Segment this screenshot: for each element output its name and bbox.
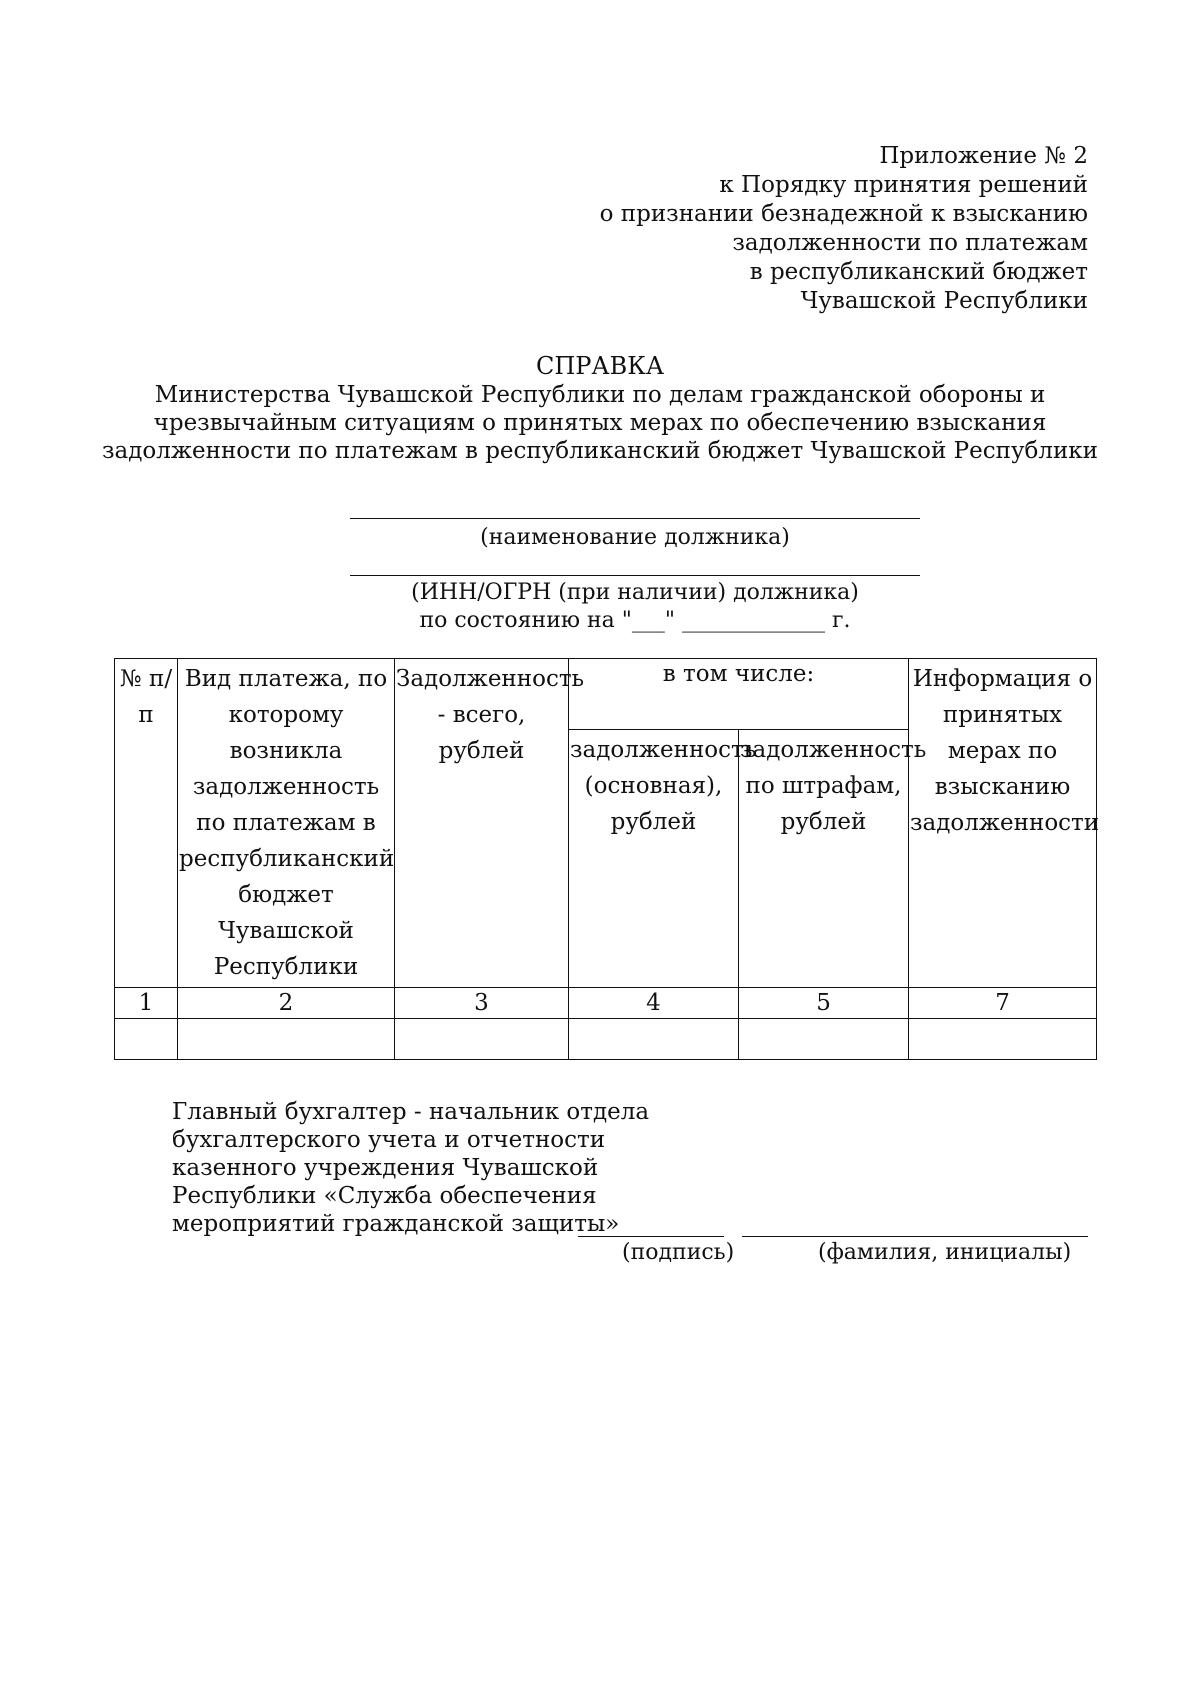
signature-block xyxy=(172,1098,649,1238)
signature-caption: (подпись) xyxy=(622,1240,735,1265)
signatory-line: казенного учреждения Чувашской xyxy=(172,1155,599,1181)
empty-cell xyxy=(909,1019,1097,1060)
empty-cell xyxy=(115,1019,178,1060)
empty-cell xyxy=(178,1019,395,1060)
document-title: СПРАВКА xyxy=(535,352,664,380)
column-number: 3 xyxy=(395,988,569,1019)
appendix-note xyxy=(600,142,1088,316)
header-cell-measures: Информация о принятых мерах по взысканию задолженности xyxy=(909,659,1097,988)
debtor-inn-line xyxy=(350,575,920,576)
debtor-inn-caption: (ИНН/ОГРН (при наличии) должника) xyxy=(411,580,859,605)
header-cell-debt-fines: задолженность по штрафам, рублей xyxy=(739,729,909,987)
column-number: 5 xyxy=(739,988,909,1019)
column-number: 4 xyxy=(569,988,739,1019)
signatory-line: мероприятий гражданской защиты» xyxy=(172,1211,620,1237)
signature-line xyxy=(578,1236,724,1237)
title-line: чрезвычайным ситуациям о принятых мерах по обеспечению взыскания xyxy=(153,410,1047,436)
column-number: 1 xyxy=(115,988,178,1019)
table-empty-row xyxy=(115,1019,1097,1060)
table-header-row xyxy=(115,659,1097,730)
column-number: 7 xyxy=(909,988,1097,1019)
appendix-line: к Порядку принятия решений xyxy=(719,172,1088,198)
header-cell-num: № п/п xyxy=(115,659,178,988)
debt-report-table xyxy=(114,658,1100,1060)
header-cell-debt-main: задолженность (основная), рублей xyxy=(569,729,739,987)
empty-cell xyxy=(569,1019,739,1060)
full-name-line xyxy=(742,1236,1088,1237)
empty-cell xyxy=(739,1019,909,1060)
title-line: Министерства Чувашской Республики по делам гражданской обороны и xyxy=(154,382,1046,408)
title-line: задолженности по платежам в республиканский бюджет Чувашской Республики xyxy=(102,438,1098,464)
appendix-line: в республиканский бюджет xyxy=(749,259,1088,285)
header-cell-debt-total: Задолженность - всего, рублей xyxy=(395,659,569,988)
full-name-caption: (фамилия, инициалы) xyxy=(818,1240,1072,1265)
appendix-line: о признании безнадежной к взысканию xyxy=(599,201,1088,227)
signatory-line: бухгалтерского учета и отчетности xyxy=(172,1127,606,1153)
debtor-name-line xyxy=(350,518,920,519)
report-date-line: по состоянию на "___" _____________ г. xyxy=(419,608,851,633)
appendix-line: задолженности по платежам xyxy=(732,230,1088,256)
column-number: 2 xyxy=(178,988,395,1019)
debtor-name-caption: (наименование должника) xyxy=(480,525,790,550)
appendix-line: Чувашской Республики xyxy=(800,288,1088,314)
empty-cell xyxy=(395,1019,569,1060)
document-title-block xyxy=(100,352,1100,465)
table-column-numbers-row xyxy=(115,988,1097,1019)
appendix-line: Приложение № 2 xyxy=(879,143,1088,169)
signatory-line: Главный бухгалтер - начальник отдела xyxy=(172,1099,650,1125)
header-cell-payment-type: Вид платежа, по которому возникла задолженность по платежам в республиканский бюджет Чувашской Республики xyxy=(178,659,395,988)
signatory-line: Республики «Служба обеспечения xyxy=(172,1183,597,1209)
header-cell-including: в том числе: xyxy=(569,659,909,730)
